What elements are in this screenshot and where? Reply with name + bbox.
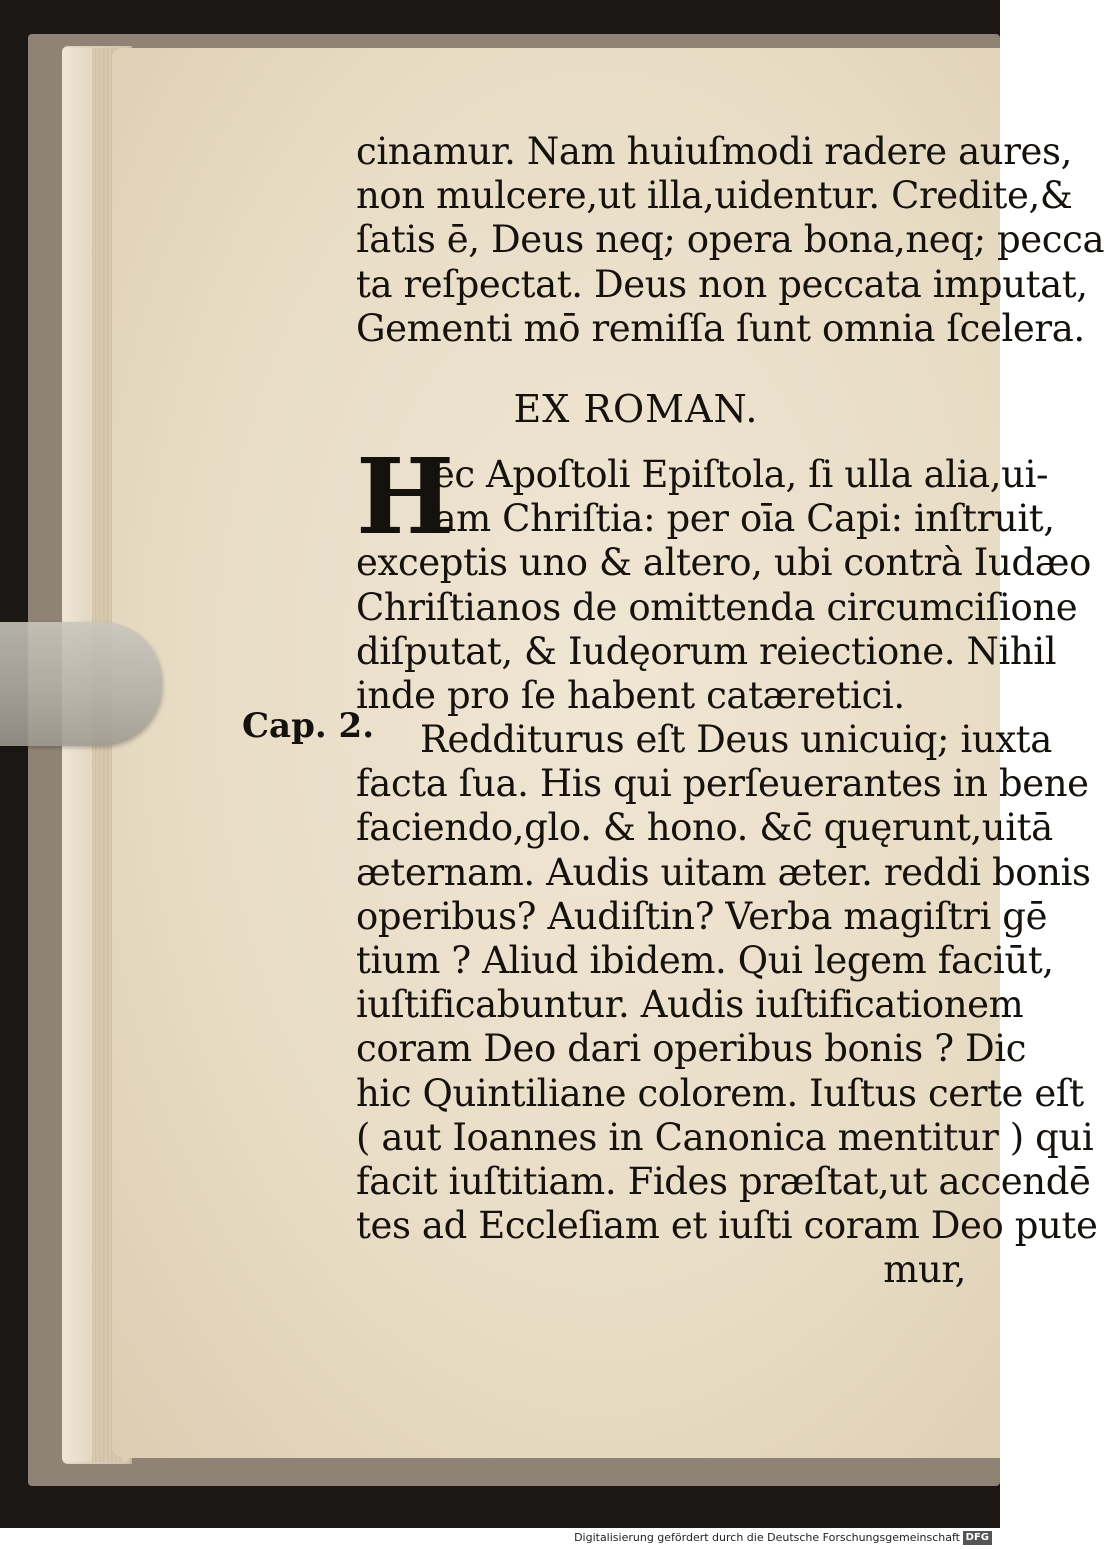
text-line: hic Quintiliane colorem. Iuſtus certe eſt bbox=[356, 1071, 1084, 1115]
text-line: operibus? Audiſtin? Verba magiſtri gē bbox=[356, 894, 1048, 938]
text-line: cinamur. Nam huiuſmodi radere aures, bbox=[356, 130, 1072, 173]
text-line: Gementi mō remiſſa ſunt omnia ſcelera. bbox=[356, 306, 1085, 350]
dfg-logo: DFG bbox=[963, 1531, 992, 1545]
text-line: non mulcere,ut illa,uidentur. Credite,& bbox=[356, 174, 1073, 218]
text-line: ta reſpectat. Deus non peccata imputat, bbox=[356, 262, 1088, 306]
text-line: facit iuſtitiam. Fides præſtat,ut accendē bbox=[356, 1159, 1091, 1203]
paragraph bbox=[356, 434, 1091, 718]
margin-note: Cap. 2. bbox=[242, 706, 375, 746]
text-line: Redditurus eſt Deus unicuiq; iuxta bbox=[420, 718, 1052, 762]
text-line: tam Chriſtia: per oīa Capi: inſtruit, bbox=[420, 497, 1055, 541]
catchword: mur, bbox=[883, 1248, 966, 1292]
text-line: tium ? Aliud ibidem. Qui legem faciūt, bbox=[356, 939, 1054, 982]
paragraph bbox=[356, 718, 1098, 1292]
page-holder-tab bbox=[0, 622, 162, 746]
text-line: coram Deo dari operibus bonis ? Dic bbox=[356, 1027, 1027, 1071]
text-line: facta ſua. His qui perſeuerantes in bene bbox=[356, 762, 1089, 806]
text-line: ( aut Ioannes in Canonica mentitur ) qui bbox=[356, 1115, 1094, 1159]
section-heading: EX ROMAN. bbox=[513, 386, 759, 431]
text-line: tes ad Eccleſiam et iuſti coram Deo pute bbox=[356, 1204, 1098, 1248]
text-line: diſputat, & Iudęorum reiectione. Nihil bbox=[356, 629, 1057, 673]
text-block bbox=[356, 130, 1104, 1293]
text-line: ſatis ē, Deus neq; opera bona,neq; pecca bbox=[356, 218, 1104, 262]
text-line: æternam. Audis uitam æter. reddi bonis bbox=[356, 850, 1091, 894]
drop-cap: H bbox=[356, 434, 454, 558]
text-line: faciendo,glo. & hono. &c̄ quęrunt,uitā bbox=[356, 806, 1053, 850]
text-line: æc Apoſtoli Epiſtola, ſi ulla alia,ui- bbox=[420, 452, 1049, 496]
text-line: Chriſtianos de omittenda circumciſione bbox=[356, 585, 1078, 629]
footer-credit: Digitalisierung gefördert durch die Deutsche Forschungsgemeinschaft bbox=[574, 1531, 960, 1544]
text-line: inde pro ſe habent catæretici. bbox=[356, 673, 905, 717]
footer-bar bbox=[0, 1528, 1000, 1549]
text-line: exceptis uno & altero, ubi contrà Iudæo bbox=[356, 541, 1091, 585]
text-line: iuſtificabuntur. Audis iuſtificationem bbox=[356, 983, 1024, 1027]
